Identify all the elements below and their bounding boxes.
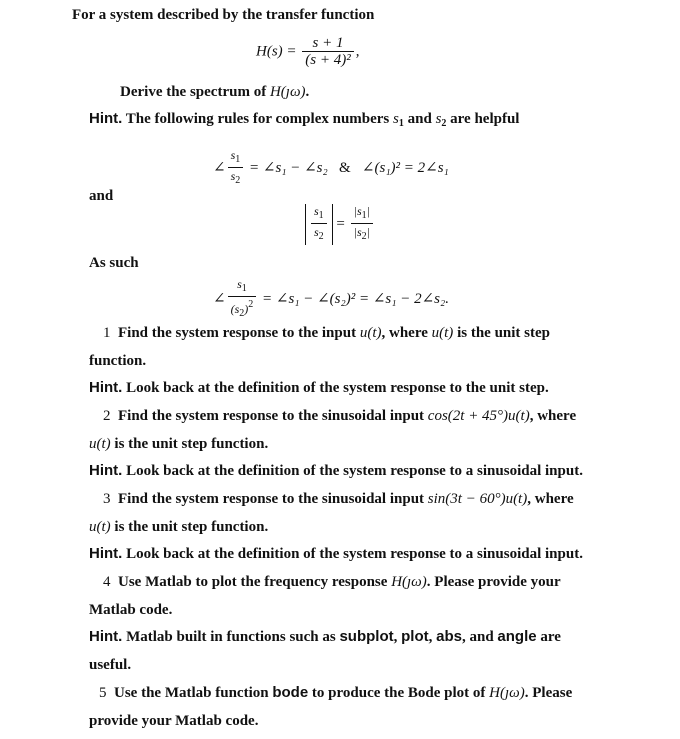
question-2 [103, 407, 576, 425]
q3-continuation [89, 518, 268, 536]
q2-text: Find the system response to the sinusoidal input [118, 408, 428, 424]
q1-mid: , where [381, 325, 432, 341]
as-such-text: As such [89, 255, 139, 271]
hint1-s1: s [393, 111, 399, 127]
tf-tail: , [355, 43, 360, 60]
q5-text: Use the Matlab function [114, 685, 273, 701]
derive-line [120, 83, 309, 101]
q3-cont-text: is the unit step function. [110, 519, 269, 535]
func-subplot: subplot [339, 628, 394, 645]
intro-text: For a system described by the transfer function [72, 7, 375, 23]
func-angle: angle [497, 628, 537, 645]
hint-q3-text: Look back at the definition of the system response to a sinusoidal input. [122, 546, 583, 562]
rule2-rhs: $\frac{|s_1|}{|s_2|}$ [351, 204, 373, 245]
q5-math: H(ȷω) [489, 685, 525, 701]
q4-number: 4 [103, 574, 111, 590]
rule2-abs-fraction: $\frac{s_1}{s_2}$ [305, 204, 333, 245]
q5-mid: to produce the Bode plot of [308, 685, 490, 701]
hint-q4 [89, 628, 561, 646]
tf-fraction [302, 36, 353, 68]
hint1-and: and [403, 111, 436, 127]
hint-q4-and: , and [461, 629, 498, 645]
modulus-quotient-rule: $\frac{s_1}{s_2}$ = $\frac{|s_1|}{|s_2|}$ [305, 204, 375, 245]
rule3-fraction: $\frac{s_1}{(s_2)^2}$ [228, 277, 257, 322]
hint-q4-comma-1: , [393, 629, 402, 645]
q3-cont-math: u(t) [89, 519, 111, 535]
q3-end: , where [527, 491, 574, 507]
rule1-amp: & [339, 159, 351, 176]
hint-label: Hint. [89, 379, 123, 396]
q5-number: 5 [99, 685, 107, 701]
question-3 [103, 490, 574, 508]
q4-end: . Please provide your [426, 574, 561, 590]
rule1-eq: = ∠s₁ − ∠s₂ [249, 159, 328, 176]
q2-math: cos(2t + 45°)u(t) [427, 408, 530, 424]
hint-q4-text: Matlab built in functions such as [122, 629, 340, 645]
q3-number: 3 [103, 491, 111, 507]
q1-text: Find the system response to the input [118, 325, 360, 341]
hint1-text: The following rules for complex numbers [122, 111, 394, 127]
hint-q1-text: Look back at the definition of the system response to the unit step. [122, 380, 549, 396]
tf-lhs: H(s) = [256, 43, 297, 60]
hint-label: Hint. [89, 628, 123, 645]
q3-text: Find the system response to the sinusoidal input [118, 491, 428, 507]
hint-label: Hint. [89, 110, 123, 127]
hint-q4-comma-2: , [428, 629, 437, 645]
angle-squared-rule: ∠ $\frac{s_1}{(s_2)^2}$ = ∠s₁ − ∠(s₂)² = ∠s₁ − 2∠s₂. [213, 277, 449, 322]
q2-cont-text: is the unit step function. [110, 436, 269, 452]
q2-continuation [89, 435, 268, 453]
question-5 [99, 684, 572, 702]
q2-end: , where [529, 408, 577, 424]
q3-math: sin(3t − 60°)u(t) [427, 491, 528, 507]
hint1-tail: are helpful [446, 111, 520, 127]
rule1-fraction: $\frac{s_1}{s_2}$ [228, 148, 244, 189]
question-1 [103, 324, 550, 342]
derive-text: Derive the spectrum of [120, 84, 270, 100]
transfer-function-equation [256, 36, 360, 68]
hint-q3 [89, 545, 583, 563]
hint-q1 [89, 379, 549, 397]
func-plot: plot [401, 628, 429, 645]
hint-label: Hint. [89, 545, 123, 562]
tf-denominator: (s + 4)² [302, 51, 353, 68]
q4-text: Use Matlab to plot the frequency response [118, 574, 392, 590]
q1-m1: u(t) [359, 325, 382, 341]
q4-continuation: Matlab code. [89, 602, 173, 618]
hint1-s2: s [435, 111, 442, 127]
derive-math: H(ȷω) [269, 84, 306, 100]
func-abs: abs [436, 628, 462, 645]
q2-number: 2 [103, 408, 111, 424]
hint-label: Hint. [89, 462, 123, 479]
hint1-s1-sub: 1 [398, 118, 404, 129]
q1-continuation: function. [89, 353, 147, 369]
func-bode: bode [272, 684, 309, 701]
q1-end: is the unit step [453, 325, 550, 341]
hint-complex-rules [89, 110, 519, 133]
q5-continuation: provide your Matlab code. [89, 713, 259, 729]
q1-m2: u(t) [431, 325, 454, 341]
hint-q4-end: are [536, 629, 561, 645]
tf-numerator: s + 1 [312, 35, 344, 51]
hint1-s2-sub: 2 [441, 118, 447, 129]
question-4 [103, 573, 561, 591]
rule3-eq: = ∠s₁ − ∠(s₂)² = ∠s₁ − 2∠s₂. [262, 290, 449, 307]
angle-quotient-rule: ∠ $\frac{s_1}{s_2}$ = ∠s₁ − ∠s₂ & ∠(s₁)² = 2∠s₁ [213, 148, 449, 189]
derive-end: . [305, 84, 310, 100]
q4-math: H(ȷω) [391, 574, 427, 590]
hint-q4-continuation: useful. [89, 657, 132, 673]
hint-q2 [89, 462, 583, 480]
q5-end: . Please [524, 685, 573, 701]
and-word: and [89, 188, 114, 204]
hint-q2-text: Look back at the definition of the system response to a sinusoidal input. [122, 463, 583, 479]
rule1-eq2: ∠(s₁)² = 2∠s₁ [361, 159, 449, 176]
q2-cont-math: u(t) [89, 436, 111, 452]
q1-number: 1 [103, 325, 111, 341]
